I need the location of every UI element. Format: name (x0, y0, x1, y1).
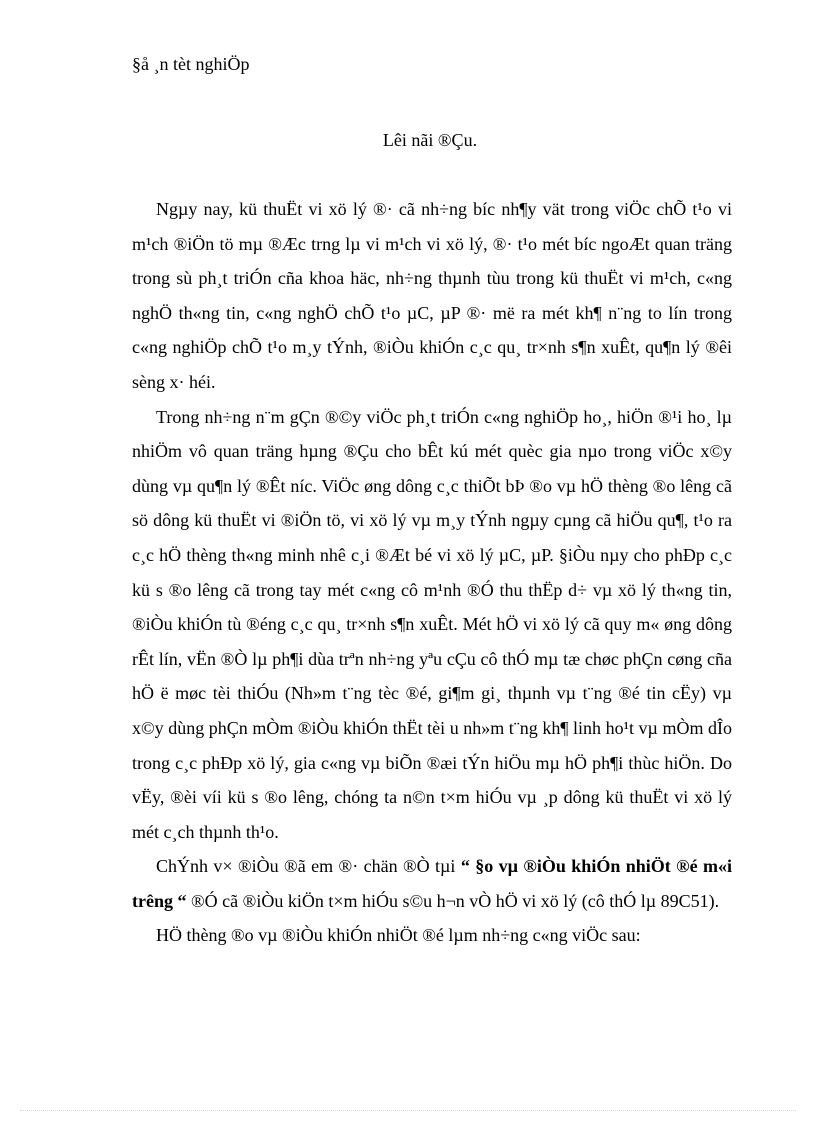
paragraph-3-intro: ChÝnh v× ®iÒu ®ã em ®· chän ®Ò tµi (156, 856, 461, 877)
paragraph-1: Ngµy nay, kü thuËt vi xö lý ®· cã nh÷ng bíc nh¶y vät trong viÖc chÕ t¹o vi m¹ch ®iÖn tö mµ ®Æc trng lµ vi m¹ch vi xö lý, ®· t¹o mét bíc ngoÆt quan träng trong sù ph¸t triÓn cña khoa häc, nh÷ng thµnh tùu trong kü thuËt vi m¹ch, c«ng nghÖ th«ng tin, c«ng nghÖ chÕ t¹o µC, µP ®· më ra mét kh¶ n¨ng to lín trong c«ng nghiÖp chÕ t¹o m¸y tÝnh, ®iÒu khiÓn c¸c qu¸ tr×nh s¶n xuÊt, qu¶n lý ®êi sèng x· héi. (132, 199, 732, 392)
document-title-text: Lêi nãi ®Çu. (382, 130, 478, 150)
paragraph-4: HÖ thèng ®o vµ ®iÒu khiÓn nhiÖt ®é lµm nh÷ng c«ng viÖc sau: (156, 925, 641, 946)
paragraph-2: Trong nh÷ng n¨m gÇn ®©y viÖc ph¸t triÓn c«ng nghiÖp ho¸, hiÖn ®¹i ho¸ lµ nhiÖm vô quan träng hµng ®Çu cho bÊt kú mét quèc gia nµo trong viÖc x©y dùng vµ qu¶n lý ®Êt níc. ViÖc øng dông c¸c thiÕt bÞ ®o vµ hÖ thèng ®o lêng cã sö dông kü thuËt vi ®iÖn tö, vi xö lý vµ m¸y tÝnh ngµy cµng cã hiÖu qu¶, t¹o ra c¸c hÖ thèng th«ng minh nhê c¸i ®Æt bé vi xö lý µC, µP. §iÒu nµy cho phÐp c¸c kü s ®o lêng cã trong tay mét c«ng cô m¹nh ®Ó thu thËp d÷ vµ xö lý th«ng tin, ®iÒu khiÓn tù ®éng c¸c qu¸ tr×nh s¶n xuÊt. Mét hÖ vi xö lý cã quy m« øng dông rÊt lín, vËn ®Ò lµ ph¶i dùa trªn nh÷ng yªu cÇu cô thÓ mµ tæ chøc phÇn cøng cña hÖ ë møc tèi thiÓu (Nh»m t¨ng tèc ®é, gi¶m gi¸ thµnh vµ t¨ng ®é tin cËy) vµ x©y dùng phÇn mÒm ®iÒu khiÓn thËt tèi u nh»m t¨ng kh¶ linh ho¹t vµ mÒm dÎo trong c¸c phÐp xö lý, gia c«ng vµ biÕn ®æi tÝn hiÖu mµ hÖ ph¶i thùc hiÖn. Do vËy, ®èi víi kü s ®o lêng, chóng ta n©n t×m hiÓu vµ ¸p dông kü thuËt vi xö lý mét c¸ch thµnh th¹o. (132, 406, 732, 842)
document-title (0, 128, 816, 152)
thesis-topic-title: “ §o vµ ®iÒu khiÓn nhiÖt ®é m«i trêng “ (132, 856, 732, 911)
paragraph-3-outro: ®Ó cã ®iÒu kiÖn t×m hiÓu s©u h¬n vÒ hÖ vi xö lý (cô thÓ lµ 89C51). (186, 890, 720, 911)
document-body (132, 192, 732, 953)
paragraph-3 (132, 849, 732, 918)
page-header: §å ¸n tèt nghiÖp (132, 54, 250, 74)
page-bottom-divider (20, 1110, 796, 1111)
